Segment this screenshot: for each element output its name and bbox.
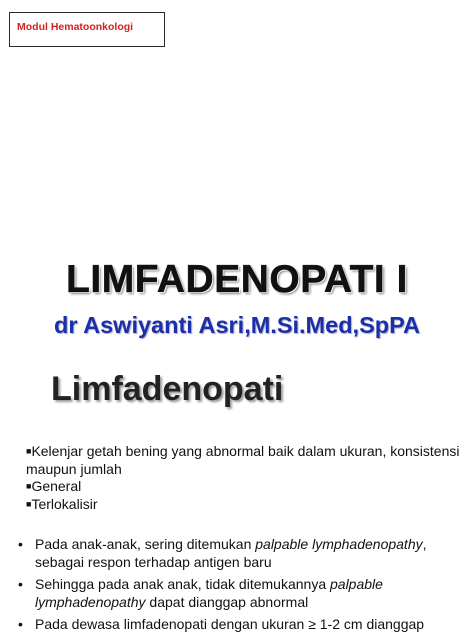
bullet-item: • Sehingga pada anak anak, tidak ditemukannya palpable lymphadenopathy dapat dianggap abnormal: [18, 576, 383, 610]
dot-bullet-icon: •: [18, 616, 23, 632]
definition-item: ■General: [26, 478, 82, 494]
dot-bullet-icon: •: [18, 576, 23, 592]
section-heading: Limfadenopati: [51, 370, 284, 408]
module-label-box: [9, 12, 165, 47]
square-bullet-icon: ■: [26, 481, 32, 491]
author-name: dr Aswiyanti Asri,M.Si.Med,SpPA: [53, 312, 421, 338]
bullet-item: • Pada dewasa limfadenopati dengan ukuran ≥ 1-2 cm dianggap: [18, 616, 425, 632]
bullet-item: • Pada anak-anak, sering ditemukan palpable lymphadenopathy, sebagai respon terhadap antigen baru: [18, 536, 427, 570]
bullet-list: [18, 536, 468, 639]
definition-item: ■Kelenjar getah bening yang abnormal baik dalam ukuran, konsistensi maupun jumlah: [26, 443, 460, 477]
module-label: Modul Hematoonkologi: [17, 21, 134, 33]
square-bullet-icon: ■: [26, 446, 32, 456]
definition-list: [26, 443, 466, 513]
definition-item: ■Terlokalisir: [26, 495, 98, 512]
square-bullet-icon: ■: [26, 498, 32, 509]
slide-title: LIMFADENOPATI I: [66, 258, 408, 301]
dot-bullet-icon: •: [18, 536, 23, 552]
